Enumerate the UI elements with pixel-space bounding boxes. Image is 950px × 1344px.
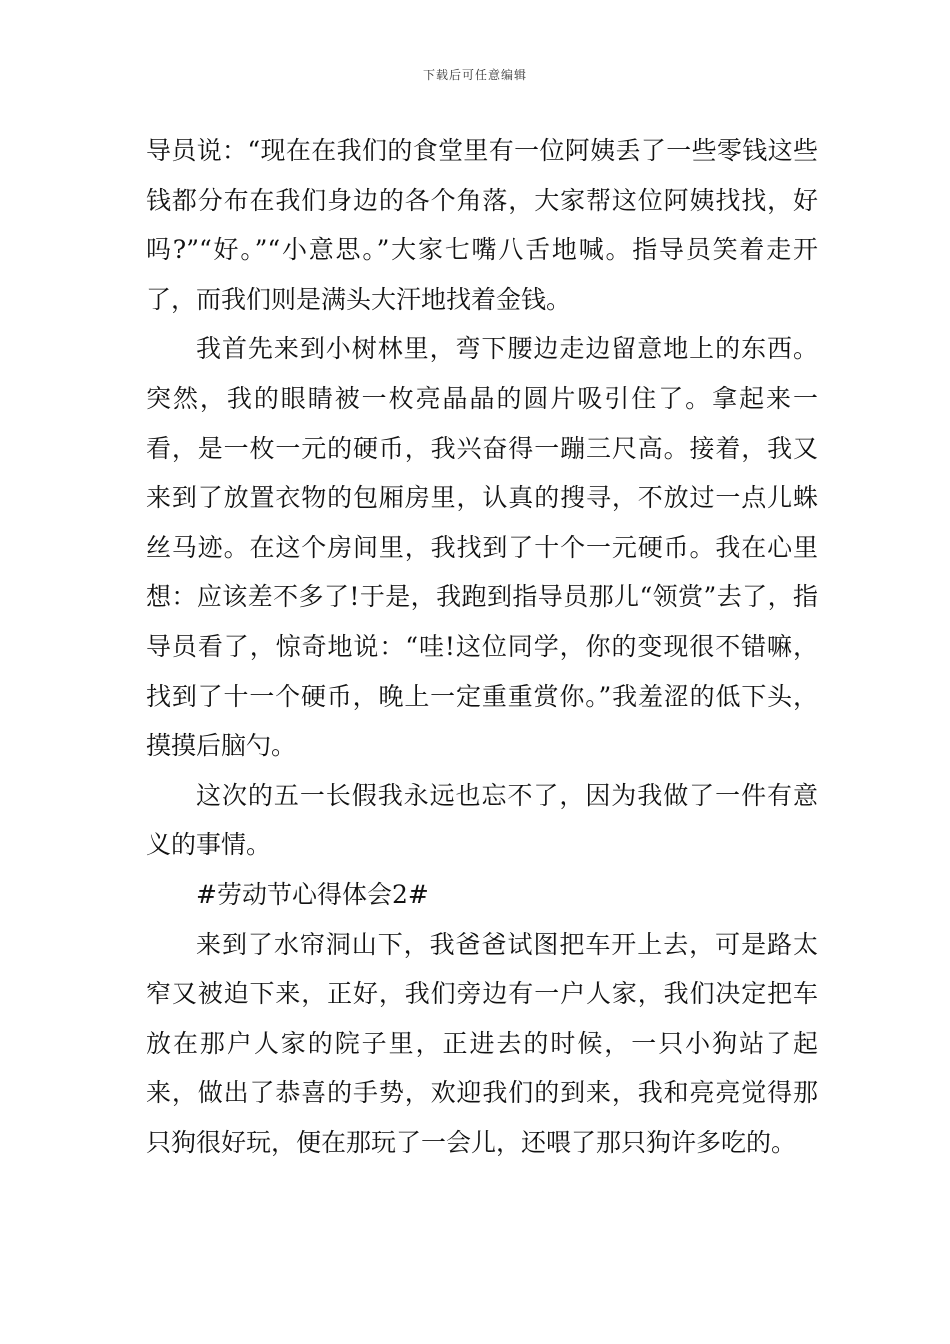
header-note: 下载后可任意编辑 [422, 68, 527, 82]
paragraph-4: 来到了水帘洞山下，我爸爸试图把车开上去，可是路太窄又被迫下来，正好，我们旁边有一户人家，我们决定把车放在那户人家的院子里，正进去的时候，一只小狗站了起来，做出了恭喜的手势，欢迎我们的到来，我和亮亮觉得那只狗很好玩，便在那玩了一会儿，还喂了那只狗许多吃的。 [146, 929, 818, 1157]
document-body [146, 126, 818, 1167]
section-heading: #劳动节心得体会2# [196, 879, 429, 909]
paragraph-1: 导员说：“现在在我们的食堂里有一位阿姨丢了一些零钱这些钱都分布在我们身边的各个角落，大家帮这位阿姨找找，好吗?”“好。”“小意思。”大家七嘴八舌地喊。指导员笑着走开了，而我们则是满头大汗地找着金钱。 [146, 136, 818, 314]
paragraph-3: 这次的五一长假我永远也忘不了，因为我做了一件有意义的事情。 [146, 780, 818, 860]
paragraph-2: 我首先来到小树林里，弯下腰边走边留意地上的东西。突然，我的眼睛被一枚亮晶晶的圆片吸引住了。拿起来一看，是一枚一元的硬币，我兴奋得一蹦三尺高。接着，我又来到了放置衣物的包厢房里，认真的搜寻，不放过一点儿蛛丝马迹。在这个房间里，我找到了十个一元硬币。我在心里想：应该差不多了!于是，我跑到指导员那儿“领赏”去了，指导员看了，惊奇地说：“哇!这位同学，你的变现很不错嘛，找到了十一个硬币，晚上一定重重赏你。”我羞涩的低下头，摸摸后脑勺。 [146, 334, 818, 761]
